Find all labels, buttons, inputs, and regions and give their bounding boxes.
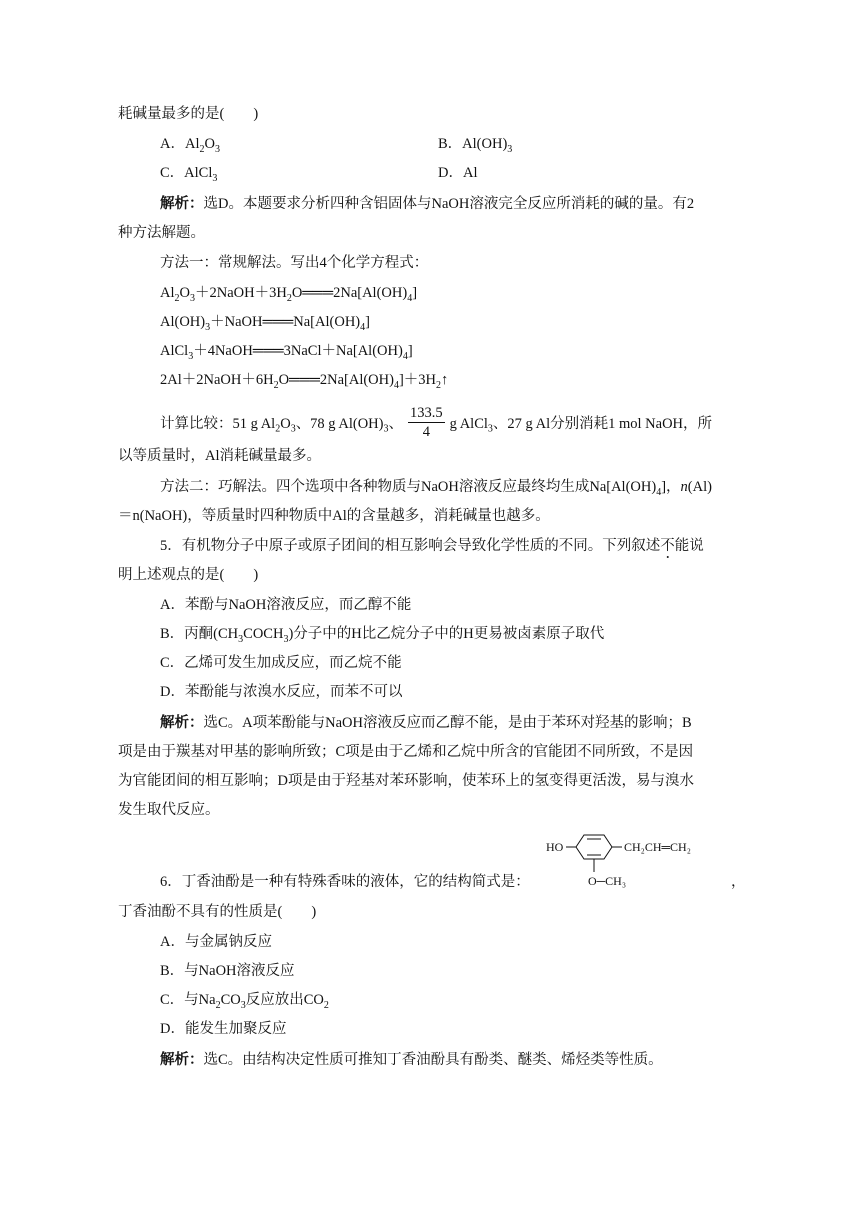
q5-option-b: B．丙酮$(CH_3COCH_3)$分子中的H比乙烷分子中的H更易被卤素原子取代	[160, 626, 605, 645]
q4-analysis-line-1: 解析：选D。本题要求分析四种含铝固体与NaOH溶液完全反应所消耗的碱的量。有2	[160, 196, 695, 212]
equation-2: $Al(OH)_3+NaOH═══Na[Al(OH)_4]$	[160, 314, 370, 333]
q5-option-a: A．苯酚与NaOH溶液反应，而乙醇不能	[160, 597, 412, 613]
q6-option-a: A．与金属钠反应	[160, 934, 272, 950]
analysis-label: 解析：	[160, 196, 204, 212]
q6-option-c: C．与$Na_2CO_3$反应放出$CO_2$	[160, 992, 329, 1011]
equation-4: $2Al+2NaOH+6H_2O═══2Na[Al(OH)_4]+3H_2↑$	[160, 372, 449, 391]
q6-option-b: B．与NaOH溶液反应	[160, 963, 295, 979]
q4-option-a: A．$Al_2O_3$	[160, 136, 220, 155]
calc-line-2: 以等质量时，Al消耗碱量最多。	[118, 448, 321, 464]
q5-analysis-line-2: 项是由于羰基对甲基的影响所致；C项是由于乙烯和乙烷中所含的官能团不同所致，不是因	[118, 744, 694, 760]
q5-analysis-line-4: 发生取代反应。	[118, 802, 220, 818]
structure-ho: HO	[546, 840, 564, 854]
q5-analysis-line-1: 解析：选C。A项苯酚能与NaOH溶液反应而乙醇不能，是由于苯环对羟基的影响；B	[160, 715, 692, 731]
fraction: $\frac{133.5}{4}$	[410, 405, 443, 440]
q4-option-b: B．$Al(OH)_3$	[438, 136, 513, 155]
q5-analysis-line-3: 为官能团间的相互影响；D项是由于羟基对苯环影响，使苯环上的氢变得更活泼，易与溴水	[118, 773, 694, 789]
q4-method1-title: 方法一：常规解法。写出4个化学方程式：	[160, 255, 429, 271]
q5-stem-line-2: 明上述观点的是( )	[118, 567, 259, 583]
q4-option-d: D．Al	[438, 165, 478, 181]
calc-line-1: 计算比较：51 g $Al_2O_3$、78 g $Al(OH)_3$、 $\frac{133.5}{4}$ g AlCl$_3$、27 g Al分别消耗1 mol NaOH，所	[160, 405, 713, 440]
q4-analysis-line-2: 种方法解题。	[118, 225, 205, 241]
method2-line-1: 方法二：巧解法。四个选项中各种物质与NaOH溶液反应最终均生成$Na[Al(OH)_4]$，n(Al)	[160, 479, 712, 498]
method2-line-2: ＝n(NaOH)，等质量时四种物质中Al的含量越多，消耗碱量也越多。	[118, 508, 550, 524]
q4-stem-tail: 耗碱量最多的是( )	[118, 106, 259, 122]
q5-option-d: D．苯酚能与浓溴水反应，而苯不可以	[160, 684, 403, 700]
q5-stem-line-1: 5．有机物分子中原子或原子团间的相互影响会导致化学性质的不同。下列叙述不能说	[160, 538, 704, 554]
q5-option-c: C．乙烯可发生加成反应，而乙烷不能	[160, 655, 402, 671]
q6-stem-line-2: 丁香油酚不具有的性质是( )	[118, 904, 317, 920]
analysis-label: 解析：	[160, 1052, 204, 1068]
structure-chain: CH₂CH═CH₂	[624, 840, 691, 854]
analysis-label: 解析：	[160, 715, 204, 731]
emphasis-dot: 不	[660, 538, 675, 554]
q6-analysis-line-1: 解析：选C。由结构决定性质可推知丁香油酚具有酚类、醚类、烯烃类等性质。	[160, 1052, 663, 1068]
q6-stem-line-1: 6．丁香油酚是一种有特殊香味的液体，它的结构简式是：	[160, 874, 530, 890]
q6-stem-comma: ，	[731, 874, 746, 890]
equation-3: $AlCl_3+4NaOH═══3NaCl+Na[Al(OH)_4]$	[160, 343, 413, 362]
q4-option-c: C．AlCl$_3$	[160, 165, 218, 184]
eugenol-structure	[540, 826, 730, 898]
q6-option-d: D．能发生加聚反应	[160, 1021, 287, 1037]
structure-methoxy: O─CH₃	[588, 874, 627, 888]
equation-1: $Al_2O_3+2NaOH+3H_2O═══2Na[Al(OH)_4]$	[160, 285, 418, 304]
